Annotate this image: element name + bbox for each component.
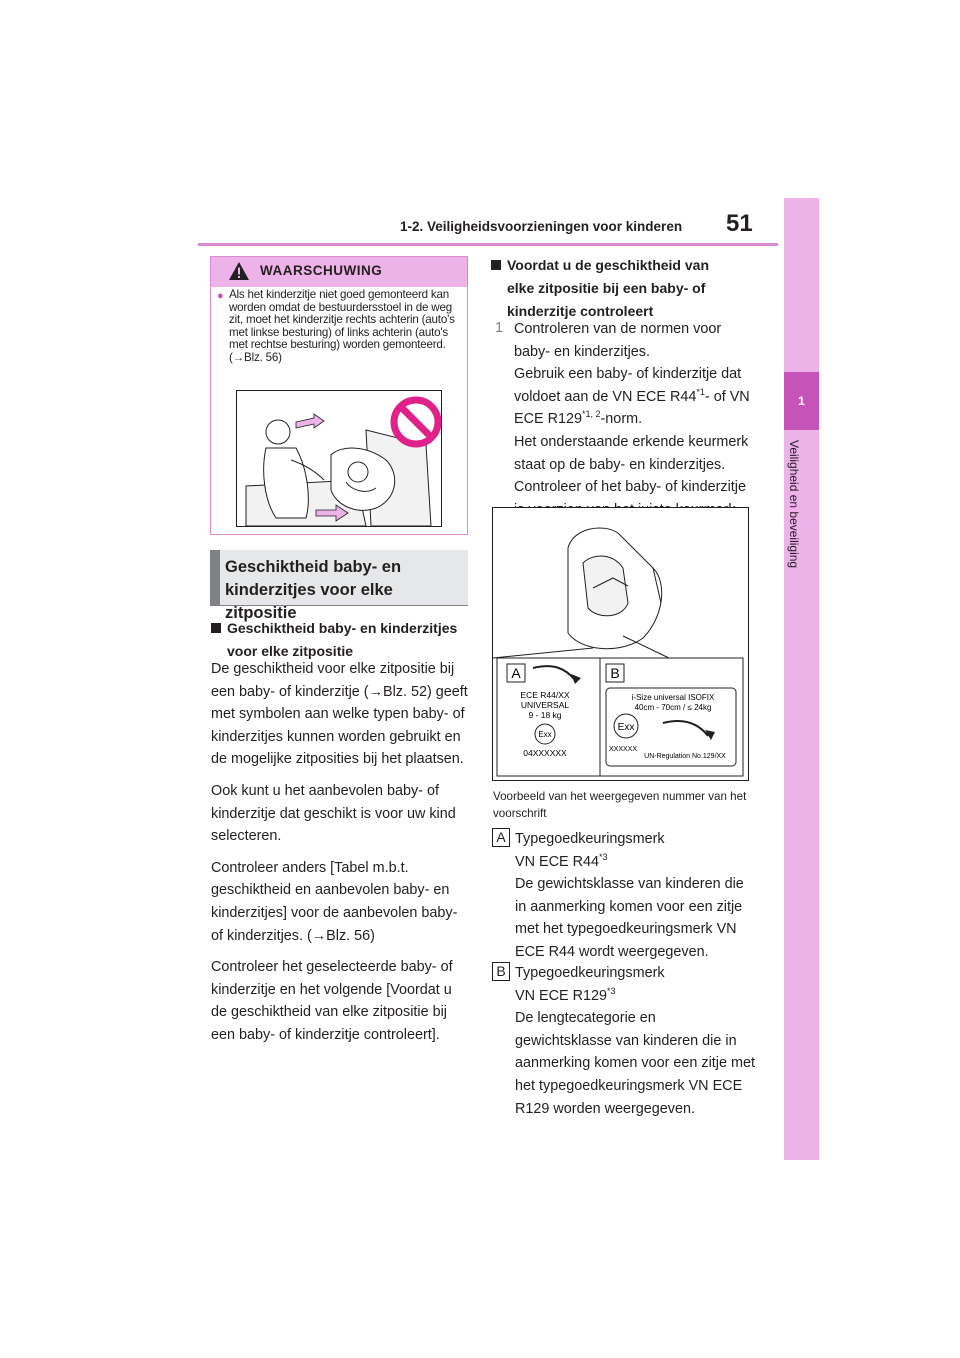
paragraph: Controleer het geselecteerde baby- of kinderzitje en het volgende [Voordat u de geschiktheid van elke zitpositie bij een baby- of kinderzitje controleert]. (211, 959, 453, 1043)
item-a-marker: A (492, 828, 510, 847)
left-paragraphs (211, 658, 469, 1056)
step-line: - of VN ECE R129 (514, 388, 750, 428)
item-title: Typegoedkeuringsmerk (515, 965, 665, 981)
figure-label-b: B (610, 665, 620, 681)
item-b-description (515, 962, 755, 1120)
chapter-number-tab: 1 (784, 372, 819, 430)
item-standard: VN ECE R44 (515, 853, 599, 870)
square-bullet-icon (491, 260, 501, 270)
right-subheading (491, 254, 751, 323)
item-text: De gewichtsklasse van kinderen die in aanmerking komen voor een zitje met het typegoedkeuringsmerk VN ECE R44 wordt weergegeven. (515, 876, 744, 960)
figure-label-a: A (511, 665, 521, 681)
paragraph: Ook kunt u het aanbevolen baby- of kinderzitje dat geschikt is voor uw kind selecteren. (211, 782, 456, 845)
label-b-line2: 40cm - 70cm / ≤ 24kg (634, 703, 712, 712)
step-number: 1 (495, 320, 504, 336)
item-standard: VN ECE R129 (515, 987, 607, 1004)
section-title: Geschiktheid baby- en kinderzitjes voor elke zitpositie (225, 558, 402, 622)
item-text: De lengtecategorie en gewichtsklasse van kinderen die in aanmerking komen voor een zitje met het typegoedkeuringsmerk VN ECE R129 worden weergegeven. (515, 1010, 755, 1117)
step-line: -norm. (600, 411, 643, 428)
label-b-line1: i-Size universal ISOFIX (631, 693, 715, 702)
step-text (514, 318, 754, 521)
warning-triangle-icon (228, 261, 250, 281)
paragraph: De geschiktheid voor elke zitpositie bij een baby- of kinderzitje (→Blz. 52) geeft met symbolen aan welke typen baby- of kinderzitjes kunnen worden gebruikt en de mogelijke zitposities bij het plaatsen. (211, 661, 468, 768)
square-bullet-icon (211, 623, 221, 633)
step-line: Gebruik een baby- of kinderzitje dat voldoet aan de VN ECE R44 (514, 366, 742, 405)
approval-mark-figure (492, 507, 749, 781)
paragraph: Controleer anders [Tabel m.b.t. geschiktheid en aanbevolen baby- en kinderzitjes] voor de aanbevolen baby- of kinderzitjes. (→Blz. 56) (211, 859, 458, 944)
warning-title: WAARSCHUWING (260, 263, 383, 278)
header-rule (198, 243, 778, 246)
item-a-description (515, 828, 755, 964)
right-subheading-text: Voordat u de geschiktheid van elke zitpositie bij een baby- of kinderzitje controleert (507, 257, 710, 319)
warning-text: Als het kinderzitje niet goed gemonteerd kan worden omdat de bestuurdersstoel in de weg zit, moet het kinderzitje rechts achterin (auto's met linkse besturing) of links achterin (auto's met rechtse besturing) worden gemonteerd. (→Blz. 56) (229, 288, 455, 364)
step-line: Controleren van de normen voor baby- en kinderzitjes. (514, 321, 722, 360)
label-a-circle: Exx (538, 730, 552, 739)
item-b-marker: B (492, 962, 510, 981)
item-title: Typegoedkeuringsmerk (515, 831, 665, 847)
label-a-line2: UNIVERSAL (520, 700, 570, 710)
label-a-line3: 9 - 18 kg (528, 710, 562, 720)
footnote-ref: *1 (696, 386, 705, 397)
incorrect-mounting-illustration (236, 390, 442, 527)
chapter-label: Veiligheid en beveiliging (787, 440, 801, 569)
section-heading-bar (210, 550, 220, 606)
label-a-line1: ECE R44/XX (520, 690, 570, 700)
child-seat-label-illustration (493, 508, 748, 780)
step-line: Het onderstaande erkende keurmerk staat op de baby- en kinderzitjes. Controleer of het baby- of kinderzitje (514, 433, 749, 496)
page-number: 51 (726, 210, 753, 237)
figure-caption: Voorbeeld van het weergegeven nummer van het voorschrift (493, 790, 747, 820)
running-header: 1-2. Veiligheidsvoorzieningen voor kinderen (400, 219, 683, 234)
footnote-ref: *1, 2 (582, 409, 601, 420)
chapter-side-tab (784, 198, 819, 1160)
left-subheading-text: Geschiktheid baby- en kinderzitjes voor elke zitpositie (227, 620, 458, 659)
footnote-ref: *3 (598, 851, 608, 862)
label-b-circle: Exx (617, 722, 635, 733)
label-b-regulation: UN-Regulation No.129/XX (644, 753, 726, 760)
footnote-ref: *3 (606, 985, 616, 996)
left-subheading (211, 617, 471, 663)
warning-bullet: ● (217, 290, 224, 302)
label-a-number: 04XXXXXX (523, 748, 567, 758)
label-b-number: XXXXXX (608, 746, 638, 753)
